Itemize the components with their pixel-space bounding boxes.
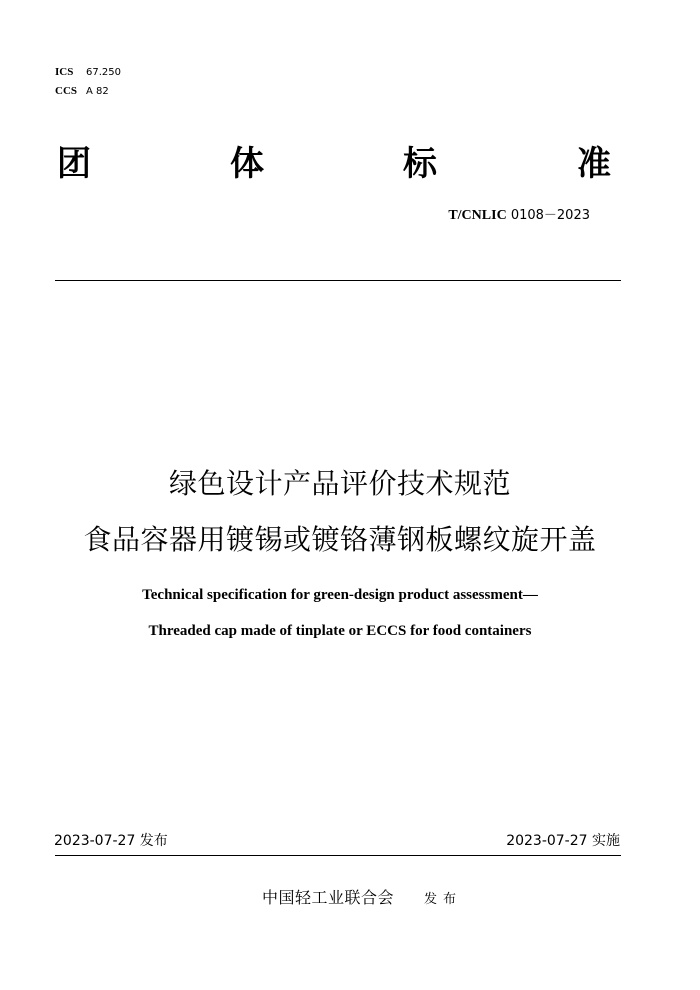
chinese-title-line-1: 绿色设计产品评价技术规范	[168, 467, 511, 500]
english-title-line-1: Technical specification for green-design product assessment—	[142, 587, 538, 603]
chinese-title-line-2: 食品容器用镀锡或镀铬薄钢板螺纹旋开盖	[83, 523, 597, 556]
ccs-label: CCS	[55, 85, 78, 97]
ics-classification	[55, 65, 121, 80]
standard-number-prefix: T/CNLIC	[448, 208, 507, 223]
standard-number-value: 0108－2023	[510, 208, 590, 223]
ccs-classification	[55, 84, 109, 99]
ccs-value: A 82	[86, 86, 109, 97]
top-divider	[55, 280, 621, 281]
issue-date: 2023-07-27 发布	[54, 833, 168, 849]
publisher-organization: 中国轻工业联合会	[262, 888, 395, 907]
implementation-date: 2023-07-27 实施	[506, 833, 620, 849]
publisher-action: 发布	[424, 892, 463, 907]
standard-type-char: 标	[403, 144, 437, 184]
bottom-divider	[55, 855, 621, 856]
standard-type-char: 体	[230, 144, 264, 184]
standard-type-char: 团	[57, 144, 91, 184]
standard-type-char: 准	[577, 144, 611, 184]
english-title-line-2: Threaded cap made of tinplate or ECCS for food containers	[148, 623, 532, 639]
publisher	[262, 886, 462, 912]
ics-label: ICS	[55, 66, 74, 78]
ics-value: 67.250	[86, 67, 121, 78]
standard-type-heading	[55, 142, 621, 186]
standard-number	[448, 207, 590, 225]
